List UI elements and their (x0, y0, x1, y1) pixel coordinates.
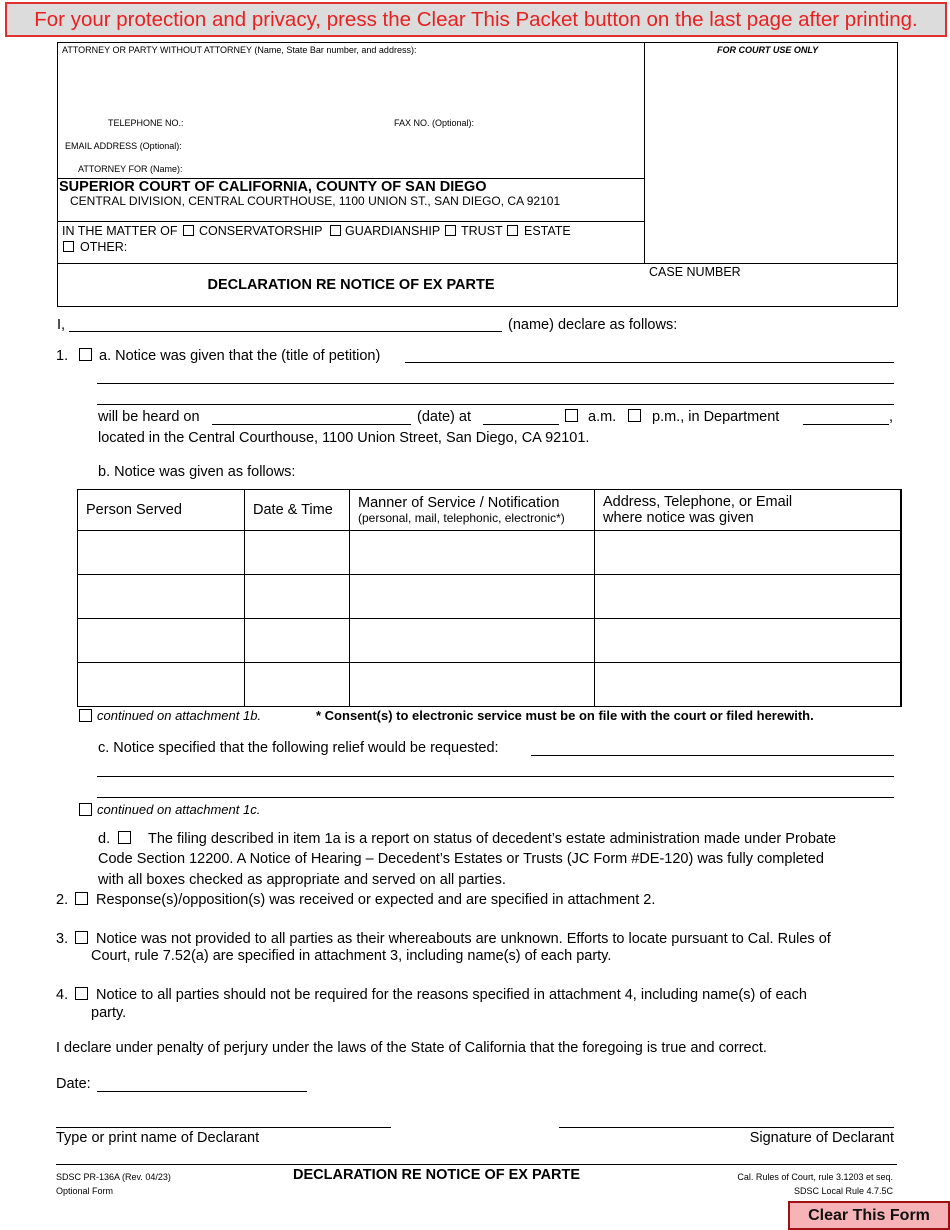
rule-reference-2: SDSC Local Rule 4.7.5C (793, 1186, 893, 1196)
notice-table (77, 489, 902, 707)
form-number: SDSC PR-136A (Rev. 04/23) (56, 1172, 171, 1182)
attorney-for-label: ATTORNEY FOR (Name): (78, 164, 183, 174)
trust-label: TRUST (461, 224, 503, 238)
relief-field-3[interactable] (97, 797, 894, 798)
header-person-served: Person Served (78, 490, 245, 531)
attorney-label: ATTORNEY OR PARTY WITHOUT ATTORNEY (Name, State Bar number, and address): (62, 45, 417, 55)
department-field[interactable] (803, 424, 889, 425)
address-label: Address, Telephone, or Email (603, 494, 793, 510)
item-2-checkbox[interactable] (75, 892, 88, 905)
cell[interactable] (245, 575, 350, 619)
consent-note: * Consent(s) to electronic service must be on file with the court or filed herewith. (316, 708, 814, 723)
manner-label: Manner of Service / Notification (358, 495, 560, 511)
case-number-label: CASE NUMBER (649, 265, 741, 279)
table-row (78, 663, 902, 707)
item-3-line1: Notice was not provided to all parties as their whereabouts are unknown. Efforts to locate pursuant to Cal. Rules of (96, 931, 831, 947)
footer-divider (56, 1164, 897, 1165)
am-label: a.m. (588, 409, 617, 425)
cell[interactable] (595, 619, 902, 663)
relief-field-2[interactable] (97, 776, 894, 777)
relief-field[interactable] (531, 755, 894, 756)
other-checkbox[interactable] (63, 241, 74, 252)
footer-title: DECLARATION RE NOTICE OF EX PARTE (293, 1167, 581, 1183)
cell[interactable] (595, 663, 902, 707)
heard-label: will be heard on (98, 409, 200, 425)
print-name-label: Type or print name of Declarant (56, 1130, 260, 1146)
telephone-label: TELEPHONE NO.: (108, 118, 184, 128)
cell[interactable] (245, 663, 350, 707)
item-1d-line3: with all boxes checked as appropriate and served on all parties. (98, 872, 506, 888)
pm-checkbox[interactable] (628, 409, 641, 422)
fax-label: FAX NO. (Optional): (394, 118, 475, 128)
declare-label: (name) declare as follows: (508, 317, 678, 333)
date-at-label: (date) at (417, 409, 471, 425)
header-address (595, 490, 902, 531)
item-1d-line1: The filing described in item 1a is a report on status of decedent’s estate administration made under Probate (148, 831, 837, 847)
item-3-checkbox[interactable] (75, 931, 88, 944)
location-text: located in the Central Courthouse, 1100 Union Street, San Diego, CA 92101. (98, 430, 590, 446)
petition-title-field-2[interactable] (97, 383, 894, 384)
petition-title-field-3[interactable] (97, 404, 894, 405)
divider (57, 221, 645, 222)
privacy-banner: For your protection and privacy, press the Clear This Packet button on the last page after printing. (5, 2, 947, 37)
table-row (78, 575, 902, 619)
divider (57, 263, 897, 264)
email-label: EMAIL ADDRESS (Optional): (65, 141, 182, 151)
rule-reference-1: Cal. Rules of Court, rule 3.1203 et seq. (737, 1172, 893, 1182)
item-2-number: 2. (56, 892, 69, 908)
other-label: OTHER: (80, 240, 128, 254)
item-2-text: Response(s)/opposition(s) was received or expected and are specified in attachment 2. (96, 892, 656, 908)
cell[interactable] (595, 531, 902, 575)
conservatorship-checkbox[interactable] (183, 225, 194, 236)
continued-1c-checkbox[interactable] (79, 803, 92, 816)
divider (644, 42, 645, 263)
petition-title-field[interactable] (405, 362, 894, 363)
header-box (57, 42, 898, 307)
manner-sub: (personal, mail, telephonic, electronic*) (358, 511, 565, 525)
date-field[interactable] (97, 1091, 307, 1092)
cell[interactable] (78, 663, 245, 707)
header-date-time: Date & Time (245, 490, 350, 531)
print-name-field[interactable] (56, 1127, 391, 1128)
table-row (78, 619, 902, 663)
cell[interactable] (245, 531, 350, 575)
signature-field[interactable] (559, 1127, 894, 1128)
item-3-line2: Court, rule 7.52(a) are specified in attachment 3, including name(s) of each party. (91, 948, 612, 964)
i-label: I, (57, 317, 66, 333)
cell[interactable] (350, 575, 595, 619)
guardianship-label: GUARDIANSHIP (345, 224, 441, 238)
cell[interactable] (245, 619, 350, 663)
table-row (78, 531, 902, 575)
cell[interactable] (350, 531, 595, 575)
address-sub: where notice was given (603, 510, 754, 526)
pm-label: p.m., in Department (652, 409, 780, 425)
clear-form-button[interactable]: Clear This Form (788, 1201, 950, 1230)
declarant-name-field[interactable] (69, 331, 502, 332)
continued-1b-label: continued on attachment 1b. (97, 708, 262, 723)
item-1c-label: c. Notice specified that the following relief would be requested: (98, 740, 499, 756)
item-1b-label: b. Notice was given as follows: (98, 464, 296, 480)
hearing-time-field[interactable] (483, 424, 559, 425)
trust-checkbox[interactable] (445, 225, 456, 236)
hearing-date-field[interactable] (212, 424, 411, 425)
conservatorship-label: CONSERVATORSHIP (199, 224, 323, 238)
cell[interactable] (78, 531, 245, 575)
estate-label: ESTATE (524, 224, 571, 238)
continued-1b-checkbox[interactable] (79, 709, 92, 722)
item-1d-checkbox[interactable] (118, 831, 131, 844)
court-division: CENTRAL DIVISION, CENTRAL COURTHOUSE, 1100 UNION ST., SAN DIEGO, CA 92101 (70, 194, 561, 208)
item-1a-checkbox[interactable] (79, 348, 92, 361)
matter-label: IN THE MATTER OF (62, 224, 178, 238)
cell[interactable] (350, 663, 595, 707)
estate-checkbox[interactable] (507, 225, 518, 236)
cell[interactable] (595, 575, 902, 619)
item-1d-line2: Code Section 12200. A Notice of Hearing – Decedent’s Estates or Trusts (JC Form #DE-120) was fully completed (98, 851, 824, 867)
court-name: SUPERIOR COURT OF CALIFORNIA, COUNTY OF SAN DIEGO (59, 179, 487, 195)
item-1-number: 1. (56, 348, 69, 364)
date-label: Date: (56, 1076, 91, 1092)
cell[interactable] (350, 619, 595, 663)
form-title: DECLARATION RE NOTICE OF EX PARTE (207, 277, 495, 293)
item-1d-number: d. (98, 831, 111, 847)
am-checkbox[interactable] (565, 409, 578, 422)
cell[interactable] (78, 575, 245, 619)
cell[interactable] (78, 619, 245, 663)
comma: , (889, 409, 894, 425)
item-1a-label: a. Notice was given that the (title of petition) (99, 348, 381, 364)
signature-label: Signature of Declarant (749, 1130, 894, 1146)
table-header-row (78, 490, 902, 531)
court-use-label: FOR COURT USE ONLY (717, 45, 819, 55)
continued-1c-label: continued on attachment 1c. (97, 802, 261, 817)
item-4-line1: Notice to all parties should not be required for the reasons specified in attachment 4, including name(s) of each (96, 987, 807, 1003)
guardianship-checkbox[interactable] (330, 225, 341, 236)
item-3-number: 3. (56, 931, 69, 947)
optional-form: Optional Form (56, 1186, 114, 1196)
item-4-number: 4. (56, 987, 69, 1003)
perjury-statement: I declare under penalty of perjury under the laws of the State of California that the foregoing is true and correct. (56, 1040, 767, 1056)
header-manner (350, 490, 595, 531)
item-4-checkbox[interactable] (75, 987, 88, 1000)
item-4-line2: party. (91, 1005, 127, 1021)
